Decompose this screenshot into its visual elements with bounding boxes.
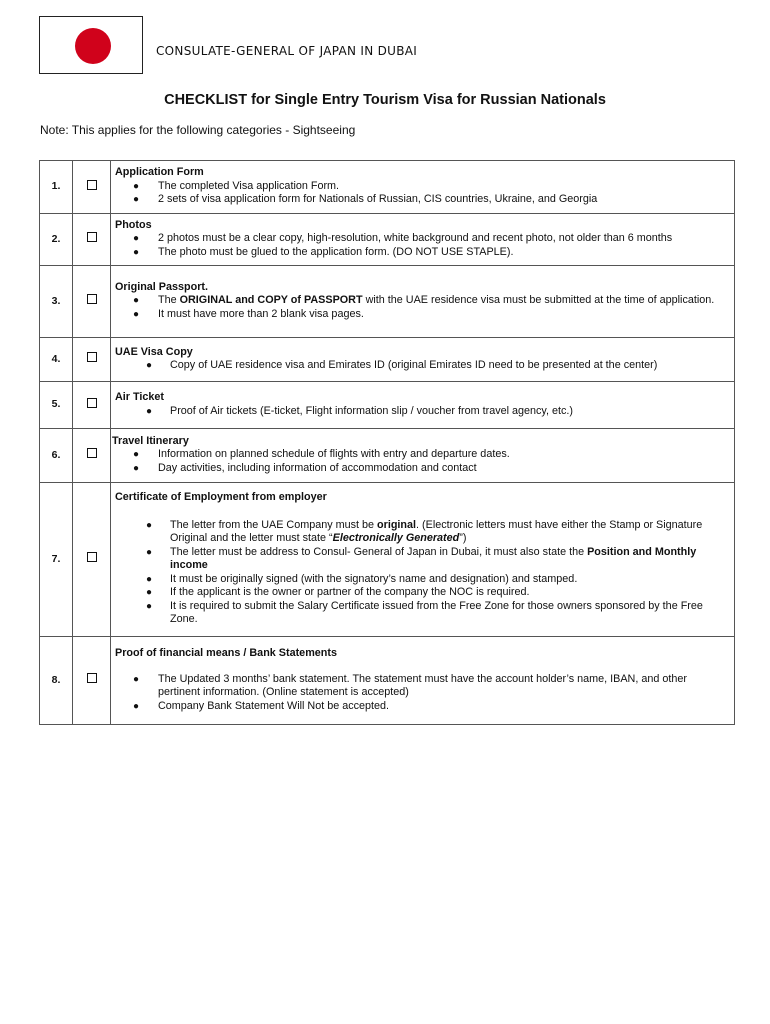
checkbox-square-icon [87,352,97,362]
page-title: CHECKLIST for Single Entry Tourism Visa for Russian Nationals [164,92,606,108]
item-list [115,359,726,373]
list-item: ● It must be originally signed (with the signatory’s name and designation) and stamped. [146,572,578,585]
row-content [111,382,735,429]
list-item: ● Company Bank Statement Will Not be accepted. [133,699,390,712]
row-content [111,213,735,266]
checklist-row-1 [40,161,735,214]
row-content [111,266,735,338]
checkbox[interactable] [73,637,111,725]
row-content [111,338,735,382]
section-heading: Photos [115,218,152,231]
row-content [111,637,735,725]
list-item: ● Information on planned schedule of flights with entry and departure dates. [133,448,510,461]
checklist-row-5 [40,382,735,429]
list-item: ● It is required to submit the Salary Certificate issued from the Free Zone for those owners sponsored by the Free Zone. [146,599,703,626]
checkbox-square-icon [87,552,97,562]
checklist-row-3 [40,266,735,338]
row-number: 6. [40,429,73,483]
section-heading: Travel Itinerary [112,434,189,447]
item-list [115,448,726,475]
checkbox-square-icon [87,448,97,458]
row-content [111,161,735,214]
row-number: 1. [40,161,73,214]
row-number: 2. [40,213,73,266]
checkbox-square-icon [87,294,97,304]
checkbox[interactable] [73,483,111,637]
japan-flag-icon [39,16,143,74]
checkbox[interactable] [73,338,111,382]
checklist-row-7 [40,483,735,637]
checkbox[interactable] [73,213,111,266]
list-item: ● The completed Visa application Form. [133,179,340,192]
section-heading: Application Form [115,166,204,178]
checklist-row-4 [40,338,735,382]
list-item: ● 2 sets of visa application form for Nationals of Russian, CIS countries, Ukraine, and Georgia [133,193,598,205]
section-heading: Original Passport. [115,280,208,293]
checkbox[interactable] [73,382,111,429]
checklist-table [39,160,735,725]
item-list [115,405,726,419]
row-number: 5. [40,382,73,429]
item-list [115,232,726,259]
row-number: 3. [40,266,73,338]
checkbox-square-icon [87,232,97,242]
section-heading: Proof of financial means / Bank Statements [115,647,337,659]
list-item: ● The letter must be address to Consul- General of Japan in Dubai, it must also state the Position and Monthly income [146,545,697,572]
item-list [115,673,726,714]
list-item: ● The ORIGINAL and COPY of PASSPORT with the UAE residence visa must be submitted at the time of application. [133,294,715,307]
checkbox-square-icon [87,673,97,683]
consulate-name: CONSULATE-GENERAL OF JAPAN IN DUBAI [156,44,418,58]
row-content [111,483,735,637]
checkbox-square-icon [87,180,97,190]
item-list [115,519,726,627]
item-list [115,294,726,321]
flag-red-disc [75,28,111,64]
row-number: 7. [40,483,73,637]
checkbox[interactable] [73,161,111,214]
list-item: ● If the applicant is the owner or partner of the company the NOC is required. [146,586,530,599]
list-item: ● The photo must be glued to the application form. (DO NOT USE STAPLE). [133,245,514,258]
section-heading: UAE Visa Copy [115,345,193,358]
list-item: ● Copy of UAE residence visa and Emirates ID (original Emirates ID need to be presented at the center) [146,359,658,371]
row-number: 4. [40,338,73,382]
list-item: ● Proof of Air tickets (E-ticket, Flight information slip / voucher from travel agency, etc.) [146,404,574,417]
checklist-row-6 [40,429,735,483]
list-item: ● It must have more than 2 blank visa pages. [133,307,364,320]
row-content [111,429,735,483]
item-list [115,180,726,207]
checkbox-square-icon [87,398,97,408]
checklist-row-2 [40,213,735,266]
checkbox[interactable] [73,266,111,338]
section-heading: Air Ticket [115,391,165,403]
checklist-row-8 [40,637,735,725]
list-item: ● The Updated 3 months’ bank statement. The statement must have the account holder’s name, IBAN, and other pertinent information. (Online statement is accepted) [133,672,687,698]
checkbox[interactable] [73,429,111,483]
list-item: ● The letter from the UAE Company must be original. (Electronic letters must have either the Stamp or Signature Original and the letter must state “Electronically Generated”) [146,518,703,545]
list-item: ● Day activities, including information of accommodation and contact [133,461,477,474]
category-note: Note: This applies for the following categories - Sightseeing [40,123,356,137]
row-number: 8. [40,637,73,725]
section-heading: Certificate of Employment from employer [115,491,327,504]
list-item: ● 2 photos must be a clear copy, high-resolution, white background and recent photo, not older than 6 months [133,232,673,244]
